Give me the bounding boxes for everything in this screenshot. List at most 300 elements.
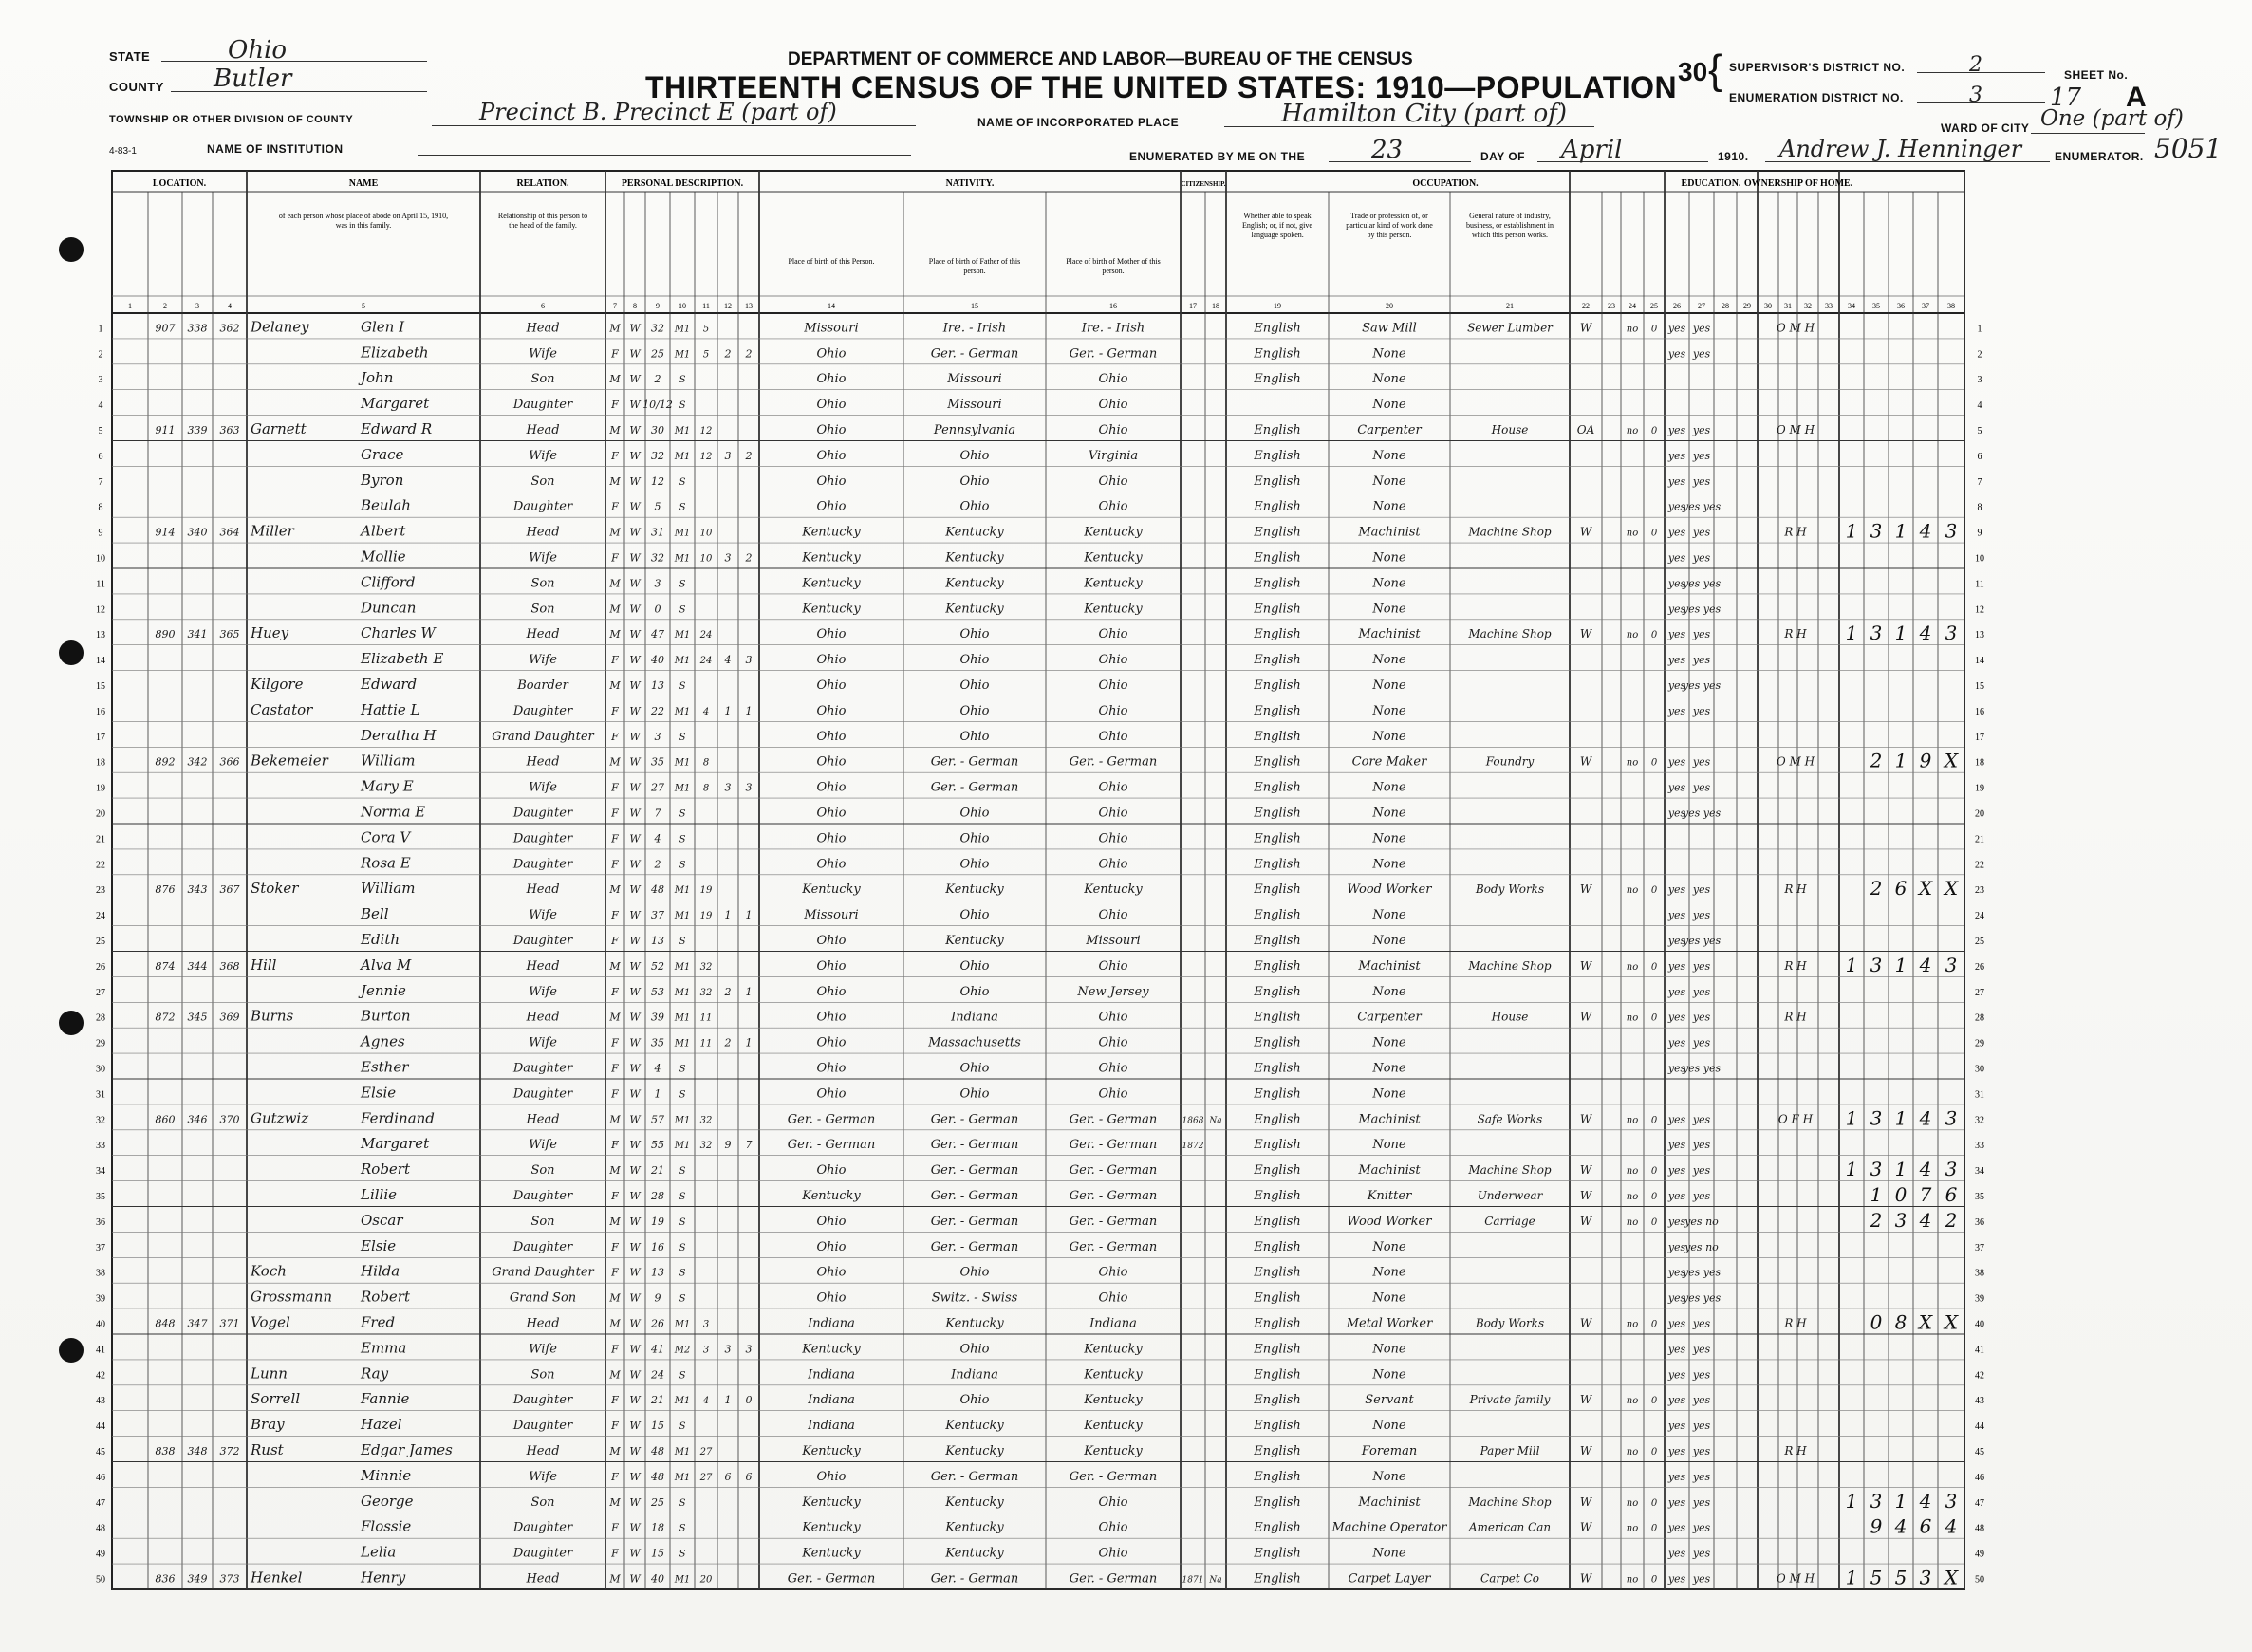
weeks-out: 0 — [1650, 324, 1658, 335]
birthplace-person: Indiana — [808, 1393, 855, 1408]
birthplace-mother: Ger. - German — [1069, 1239, 1158, 1254]
out-of-work: no — [1626, 1115, 1639, 1126]
birthplace-person: Ger. - German — [787, 1112, 876, 1127]
race: W — [629, 1343, 641, 1356]
relation: Son — [530, 602, 555, 617]
row-number-right: 43 — [1975, 1396, 1984, 1407]
row-number-left: 14 — [96, 656, 105, 667]
enumeration-label: ENUMERATION DISTRICT NO. — [1729, 91, 1904, 104]
language: English — [1254, 806, 1301, 821]
column-number: 29 — [1743, 302, 1751, 310]
given-name: Edith — [361, 930, 400, 948]
employer-status: W — [1579, 958, 1592, 973]
given-name: Robert — [361, 1160, 411, 1179]
occupation-code: 3 — [1870, 1158, 1883, 1181]
birthplace-father: Kentucky — [945, 1546, 1004, 1561]
birthplace-father: Switz. - Swiss — [931, 1290, 1018, 1306]
birthplace-person: Ohio — [816, 780, 847, 795]
given-name: Deratha H — [361, 726, 437, 744]
industry: House — [1491, 422, 1529, 436]
birthplace-person: Ger. - German — [787, 1138, 876, 1153]
marital-status: S — [679, 1242, 686, 1253]
race: W — [629, 1572, 641, 1586]
children-born: 1 — [724, 704, 732, 717]
row-number-left: 48 — [96, 1523, 105, 1534]
column-number: 4 — [228, 302, 232, 310]
birthplace-person: Kentucky — [802, 1494, 861, 1510]
write: yes — [1692, 755, 1711, 769]
years-married: 4 — [702, 1396, 710, 1407]
trade: Servant — [1365, 1393, 1414, 1408]
birthplace-person: Ger. - German — [787, 1571, 876, 1587]
age: 39 — [651, 1011, 664, 1024]
write: yes — [1692, 1343, 1711, 1356]
industry: Foundry — [1485, 754, 1535, 769]
row-number-left: 15 — [96, 680, 105, 692]
occupation-code: 4 — [1919, 1158, 1932, 1181]
age: 40 — [651, 654, 664, 667]
given-name: Henry — [361, 1568, 406, 1587]
birthplace-mother: Ohio — [1098, 908, 1128, 923]
marital-status: M1 — [674, 324, 691, 335]
stamp-number: 5051 — [2154, 133, 2223, 164]
column-number: 3 — [195, 302, 199, 310]
birthplace-father: Pennsylvania — [933, 422, 1016, 437]
row-number-left: 21 — [96, 834, 105, 845]
occupation-code: 1 — [1845, 1566, 1858, 1589]
house-number: 848 — [155, 1317, 176, 1330]
employer-status: W — [1579, 1112, 1592, 1126]
column-number: 24 — [1629, 302, 1636, 310]
house-number: 836 — [155, 1572, 176, 1586]
column-number: 13 — [745, 302, 753, 310]
children-living: 1 — [745, 985, 753, 998]
race: W — [629, 1317, 641, 1330]
birthplace-mother: Ohio — [1098, 831, 1128, 846]
occupation-code: 3 — [1870, 622, 1883, 645]
marital-status: S — [679, 808, 686, 820]
sheet-label: SHEET No. — [2064, 68, 2129, 82]
birthplace-person: Ohio — [816, 1214, 847, 1229]
sex: M — [609, 1011, 621, 1024]
write: yes — [1692, 449, 1711, 462]
read: yes — [1667, 1495, 1686, 1509]
relation: Wife — [529, 1138, 557, 1153]
read: yes — [1667, 322, 1686, 335]
weeks-out: 0 — [1650, 1115, 1658, 1126]
sex: F — [611, 1240, 619, 1253]
birthplace-mother: Ohio — [1098, 1010, 1128, 1025]
header-pob-mother: person. — [1102, 267, 1125, 275]
trade: None — [1372, 1290, 1406, 1306]
occupation-code: 2 — [1870, 749, 1883, 772]
write: yes — [1692, 551, 1711, 565]
birthplace-person: Ohio — [816, 1163, 847, 1179]
birthplace-mother: Ohio — [1098, 1035, 1128, 1050]
industry: Sewer Lumber — [1467, 321, 1553, 335]
out-of-work: no — [1626, 1216, 1639, 1228]
language: English — [1254, 1494, 1301, 1510]
age: 13 — [651, 678, 664, 692]
age: 30 — [651, 423, 664, 436]
language: English — [1254, 1546, 1301, 1561]
trade: None — [1372, 933, 1406, 948]
relation: Son — [530, 1163, 555, 1179]
surname: Gutzwiz — [251, 1109, 309, 1127]
write: yes — [1692, 1011, 1711, 1024]
state-label: STATE — [109, 49, 151, 64]
industry: Body Works — [1475, 882, 1545, 897]
row-number-left: 13 — [96, 630, 105, 641]
occupation-code: 2 — [1870, 1208, 1883, 1232]
column-number: 10 — [679, 302, 686, 310]
age: 3 — [654, 577, 661, 590]
trade: None — [1372, 602, 1406, 617]
read: yes — [1667, 934, 1686, 947]
write: yes — [1692, 1521, 1711, 1534]
race: W — [629, 500, 641, 513]
birthplace-father: Ger. - German — [930, 1188, 1019, 1203]
given-name: Robert — [361, 1288, 411, 1306]
given-name: Emma — [361, 1339, 407, 1357]
surname: Garnett — [251, 419, 307, 437]
marital-status: M1 — [674, 1038, 691, 1049]
sex: M — [609, 1444, 621, 1457]
given-name: Albert — [361, 522, 406, 540]
ownership: O F H — [1777, 1112, 1814, 1126]
row-number-left: 25 — [96, 936, 105, 947]
read: yes — [1667, 1394, 1686, 1407]
given-name: Duncan — [361, 599, 417, 617]
age: 35 — [651, 755, 664, 769]
trade: None — [1372, 576, 1406, 591]
family-number: 362 — [219, 322, 240, 335]
row-number-left: 11 — [96, 579, 105, 590]
sex: F — [611, 1470, 619, 1483]
row-number-left: 19 — [96, 783, 105, 794]
read: yes — [1667, 704, 1686, 717]
column-number: 5 — [362, 302, 365, 310]
occupation-code: 4 — [1919, 953, 1932, 976]
birthplace-person: Ohio — [816, 806, 847, 821]
age: 19 — [651, 1215, 664, 1228]
language: English — [1254, 602, 1301, 617]
birthplace-mother: Ger. - German — [1069, 1112, 1158, 1127]
birthplace-person: Indiana — [808, 1419, 855, 1434]
marital-status: M1 — [674, 885, 691, 897]
age: 21 — [651, 1394, 664, 1407]
employer-status: W — [1579, 525, 1592, 539]
sex: F — [611, 347, 619, 361]
surname: Hill — [251, 956, 277, 974]
weeks-out: 0 — [1650, 1446, 1658, 1457]
industry: American Can — [1468, 1520, 1552, 1534]
read: yes — [1667, 807, 1686, 820]
years-married: 32 — [699, 1141, 713, 1152]
out-of-work: no — [1626, 425, 1639, 436]
read: yes — [1667, 959, 1686, 973]
age: 52 — [651, 959, 664, 973]
given-name: Grace — [361, 445, 404, 463]
row-number-right: 39 — [1975, 1293, 1984, 1305]
ownership: R H — [1784, 1316, 1807, 1330]
employer-status: W — [1579, 1316, 1592, 1330]
read: yes — [1667, 1164, 1686, 1178]
write: yes — [1692, 1317, 1711, 1330]
birthplace-father: Kentucky — [945, 602, 1004, 617]
age: 10/12 — [642, 399, 673, 412]
relation: Daughter — [512, 1546, 573, 1561]
trade: None — [1372, 1419, 1406, 1434]
row-number-left: 12 — [96, 604, 105, 616]
given-name: Esther — [361, 1058, 409, 1076]
given-name: Ferdinand — [361, 1109, 435, 1127]
employer-status: W — [1579, 1188, 1592, 1202]
children-living: 0 — [745, 1394, 753, 1407]
industry: Safe Works — [1477, 1112, 1543, 1126]
header-relation: Relationship of this person to — [497, 212, 588, 220]
month-value: April — [1561, 136, 1623, 164]
sex: F — [611, 551, 619, 565]
race: W — [629, 755, 641, 769]
row-number-right: 34 — [1975, 1166, 1984, 1178]
race: W — [629, 959, 641, 973]
weeks-out: 0 — [1650, 1216, 1658, 1228]
birthplace-person: Ohio — [816, 754, 847, 770]
race: W — [629, 1113, 641, 1126]
birthplace-mother: Ohio — [1098, 729, 1128, 744]
row-number-left: 33 — [96, 1141, 105, 1152]
row-number-right: 31 — [1975, 1089, 1984, 1101]
race: W — [629, 347, 641, 361]
race: W — [629, 628, 641, 641]
birthplace-father: Ohio — [959, 908, 990, 923]
given-name: Edward — [361, 675, 418, 693]
occupation-code: 3 — [1870, 1106, 1883, 1130]
race: W — [629, 1444, 641, 1457]
write: yes — [1692, 781, 1711, 794]
language: English — [1254, 499, 1301, 514]
out-of-work: no — [1626, 961, 1639, 973]
children-living: 1 — [745, 909, 753, 922]
birthplace-mother: Ohio — [1098, 806, 1128, 821]
given-name: Margaret — [361, 395, 430, 413]
read: yes — [1667, 755, 1686, 769]
write: yes — [1692, 322, 1711, 335]
row-number-left: 39 — [96, 1293, 105, 1305]
sex: F — [611, 832, 619, 845]
ownership: O M H — [1776, 321, 1815, 335]
relation: Wife — [529, 1035, 557, 1050]
occupation-code: 3 — [1945, 953, 1958, 976]
children-living: 1 — [745, 704, 753, 717]
column-number: 23 — [1608, 302, 1615, 310]
column-number: 32 — [1804, 302, 1812, 310]
marital-status: M1 — [674, 1319, 691, 1330]
read: yes — [1667, 1291, 1686, 1305]
family-number: 372 — [219, 1444, 240, 1457]
birthplace-father: Ohio — [959, 729, 990, 744]
occupation-code: 2 — [1870, 877, 1883, 900]
column-number: 34 — [1848, 302, 1855, 310]
out-of-work: no — [1626, 757, 1639, 769]
write: yes — [1692, 1394, 1711, 1407]
house-number: 890 — [155, 628, 176, 641]
column-number: 12 — [724, 302, 732, 310]
trade: Machinist — [1358, 525, 1421, 540]
birthplace-father: Kentucky — [945, 1316, 1004, 1331]
column-number: 36 — [1897, 302, 1905, 310]
write: yes — [1692, 1368, 1711, 1382]
house-number: 872 — [155, 1011, 176, 1024]
language: English — [1254, 653, 1301, 668]
occupation-code: 4 — [1894, 1514, 1908, 1538]
employer-status: W — [1579, 1443, 1592, 1457]
age: 4 — [654, 832, 661, 845]
birthplace-person: Ohio — [816, 1061, 847, 1076]
sex: M — [609, 1164, 621, 1178]
row-number-left: 38 — [96, 1268, 105, 1279]
occupation-code: 3 — [1919, 1566, 1932, 1589]
trade: None — [1372, 831, 1406, 846]
employer-status: W — [1579, 1571, 1592, 1586]
trade: Saw Mill — [1362, 321, 1417, 336]
trade: None — [1372, 372, 1406, 387]
marital-status: S — [679, 1421, 686, 1433]
write: yes yes — [1682, 807, 1722, 820]
supervisor-number: 30 — [1678, 57, 1708, 86]
write: yes yes — [1682, 577, 1722, 590]
occupation-code: 1 — [1845, 1158, 1858, 1181]
trade: None — [1372, 806, 1406, 821]
birthplace-mother: Ohio — [1098, 703, 1128, 718]
sex: F — [611, 1087, 619, 1101]
employer-status: W — [1579, 1163, 1592, 1178]
given-name: Edward R — [361, 419, 433, 437]
given-name: Margaret — [361, 1135, 430, 1153]
sex: F — [611, 781, 619, 794]
row-number-right: 28 — [1975, 1012, 1984, 1024]
row-number-left: 10 — [96, 553, 105, 565]
header-trade: Trade or profession of, or — [1350, 212, 1428, 220]
years-married: 27 — [699, 1446, 713, 1457]
age: 24 — [651, 1368, 664, 1382]
row-number-right: 11 — [1975, 579, 1984, 590]
race: W — [629, 1470, 641, 1483]
surname: Huey — [251, 624, 289, 642]
given-name: Beulah — [361, 496, 411, 514]
group-label-relation: RELATION. — [516, 178, 569, 189]
occupation-code: 3 — [1945, 1158, 1958, 1181]
township-label: TOWNSHIP OR OTHER DIVISION OF COUNTY — [109, 114, 354, 125]
birthplace-mother: Ger. - German — [1069, 346, 1158, 362]
birthplace-father: Ohio — [959, 653, 990, 668]
age: 55 — [651, 1139, 664, 1152]
marital-status: M1 — [674, 961, 691, 973]
row-number-left: 47 — [96, 1497, 105, 1509]
form-number: 4-83-1 — [109, 146, 137, 157]
language: English — [1254, 1443, 1301, 1458]
read: yes — [1667, 1266, 1686, 1279]
relation: Boarder — [517, 678, 568, 693]
language: English — [1254, 448, 1301, 463]
trade: None — [1372, 1138, 1406, 1153]
house-number: 911 — [155, 423, 176, 436]
surname: Burns — [251, 1007, 294, 1025]
years-married: 12 — [699, 451, 713, 462]
binder-hole — [59, 1338, 84, 1363]
language: English — [1254, 422, 1301, 437]
occupation-code: 4 — [1919, 519, 1932, 543]
years-married: 3 — [702, 1345, 710, 1356]
language: English — [1254, 1061, 1301, 1076]
relation: Head — [526, 525, 560, 540]
marital-status: S — [679, 936, 686, 947]
weeks-out: 0 — [1650, 425, 1658, 436]
family-number: 371 — [219, 1317, 240, 1330]
family-number: 369 — [219, 1011, 240, 1024]
language: English — [1254, 1393, 1301, 1408]
occupation-code: 8 — [1894, 1310, 1908, 1334]
column-number: 21 — [1506, 302, 1514, 310]
write: yes yes — [1682, 500, 1722, 513]
weeks-out: 0 — [1650, 1523, 1658, 1534]
enumerator-label: ENUMERATOR. — [2055, 150, 2144, 163]
children-living: 7 — [745, 1139, 753, 1152]
occupation-code: X — [1944, 877, 1959, 900]
industry: Carriage — [1484, 1214, 1535, 1228]
occupation-code: 6 — [1945, 1182, 1958, 1206]
birthplace-person: Ohio — [816, 1035, 847, 1050]
marital-status: M1 — [674, 1446, 691, 1457]
column-number: 28 — [1722, 302, 1729, 310]
house-number: 860 — [155, 1113, 176, 1126]
industry: Machine Shop — [1468, 958, 1552, 973]
given-name: Hazel — [361, 1416, 402, 1434]
sex: M — [609, 474, 621, 488]
row-number-right: 17 — [1975, 732, 1984, 743]
children-born: 1 — [724, 1394, 732, 1407]
row-number-left: 42 — [96, 1370, 105, 1382]
trade: None — [1372, 678, 1406, 693]
birthplace-father: Missouri — [947, 398, 1002, 413]
occupation-code: 5 — [1894, 1566, 1908, 1589]
header-relation: the head of the family. — [509, 221, 577, 230]
read: yes — [1667, 1572, 1686, 1586]
write: yes — [1692, 985, 1711, 998]
row-number-left: 4 — [98, 400, 103, 412]
relation: Head — [526, 958, 560, 974]
trade: None — [1372, 984, 1406, 999]
birthplace-father: Kentucky — [945, 1443, 1004, 1458]
language: English — [1254, 576, 1301, 591]
header-pob-father: person. — [963, 267, 986, 275]
age: 28 — [651, 1189, 664, 1202]
column-number: 9 — [656, 302, 660, 310]
language: English — [1254, 1469, 1301, 1484]
birthplace-father: Kentucky — [945, 1520, 1004, 1535]
sex: F — [611, 858, 619, 871]
years-married: 11 — [699, 1012, 713, 1024]
surname: Bekemeier — [251, 752, 328, 770]
birthplace-mother: Ohio — [1098, 422, 1128, 437]
race: W — [629, 704, 641, 717]
relation: Daughter — [512, 831, 573, 846]
relation: Daughter — [512, 1061, 573, 1076]
language: English — [1254, 1035, 1301, 1050]
birthplace-mother: Ger. - German — [1069, 1163, 1158, 1179]
supervisor-value: 2 — [1969, 53, 1982, 77]
